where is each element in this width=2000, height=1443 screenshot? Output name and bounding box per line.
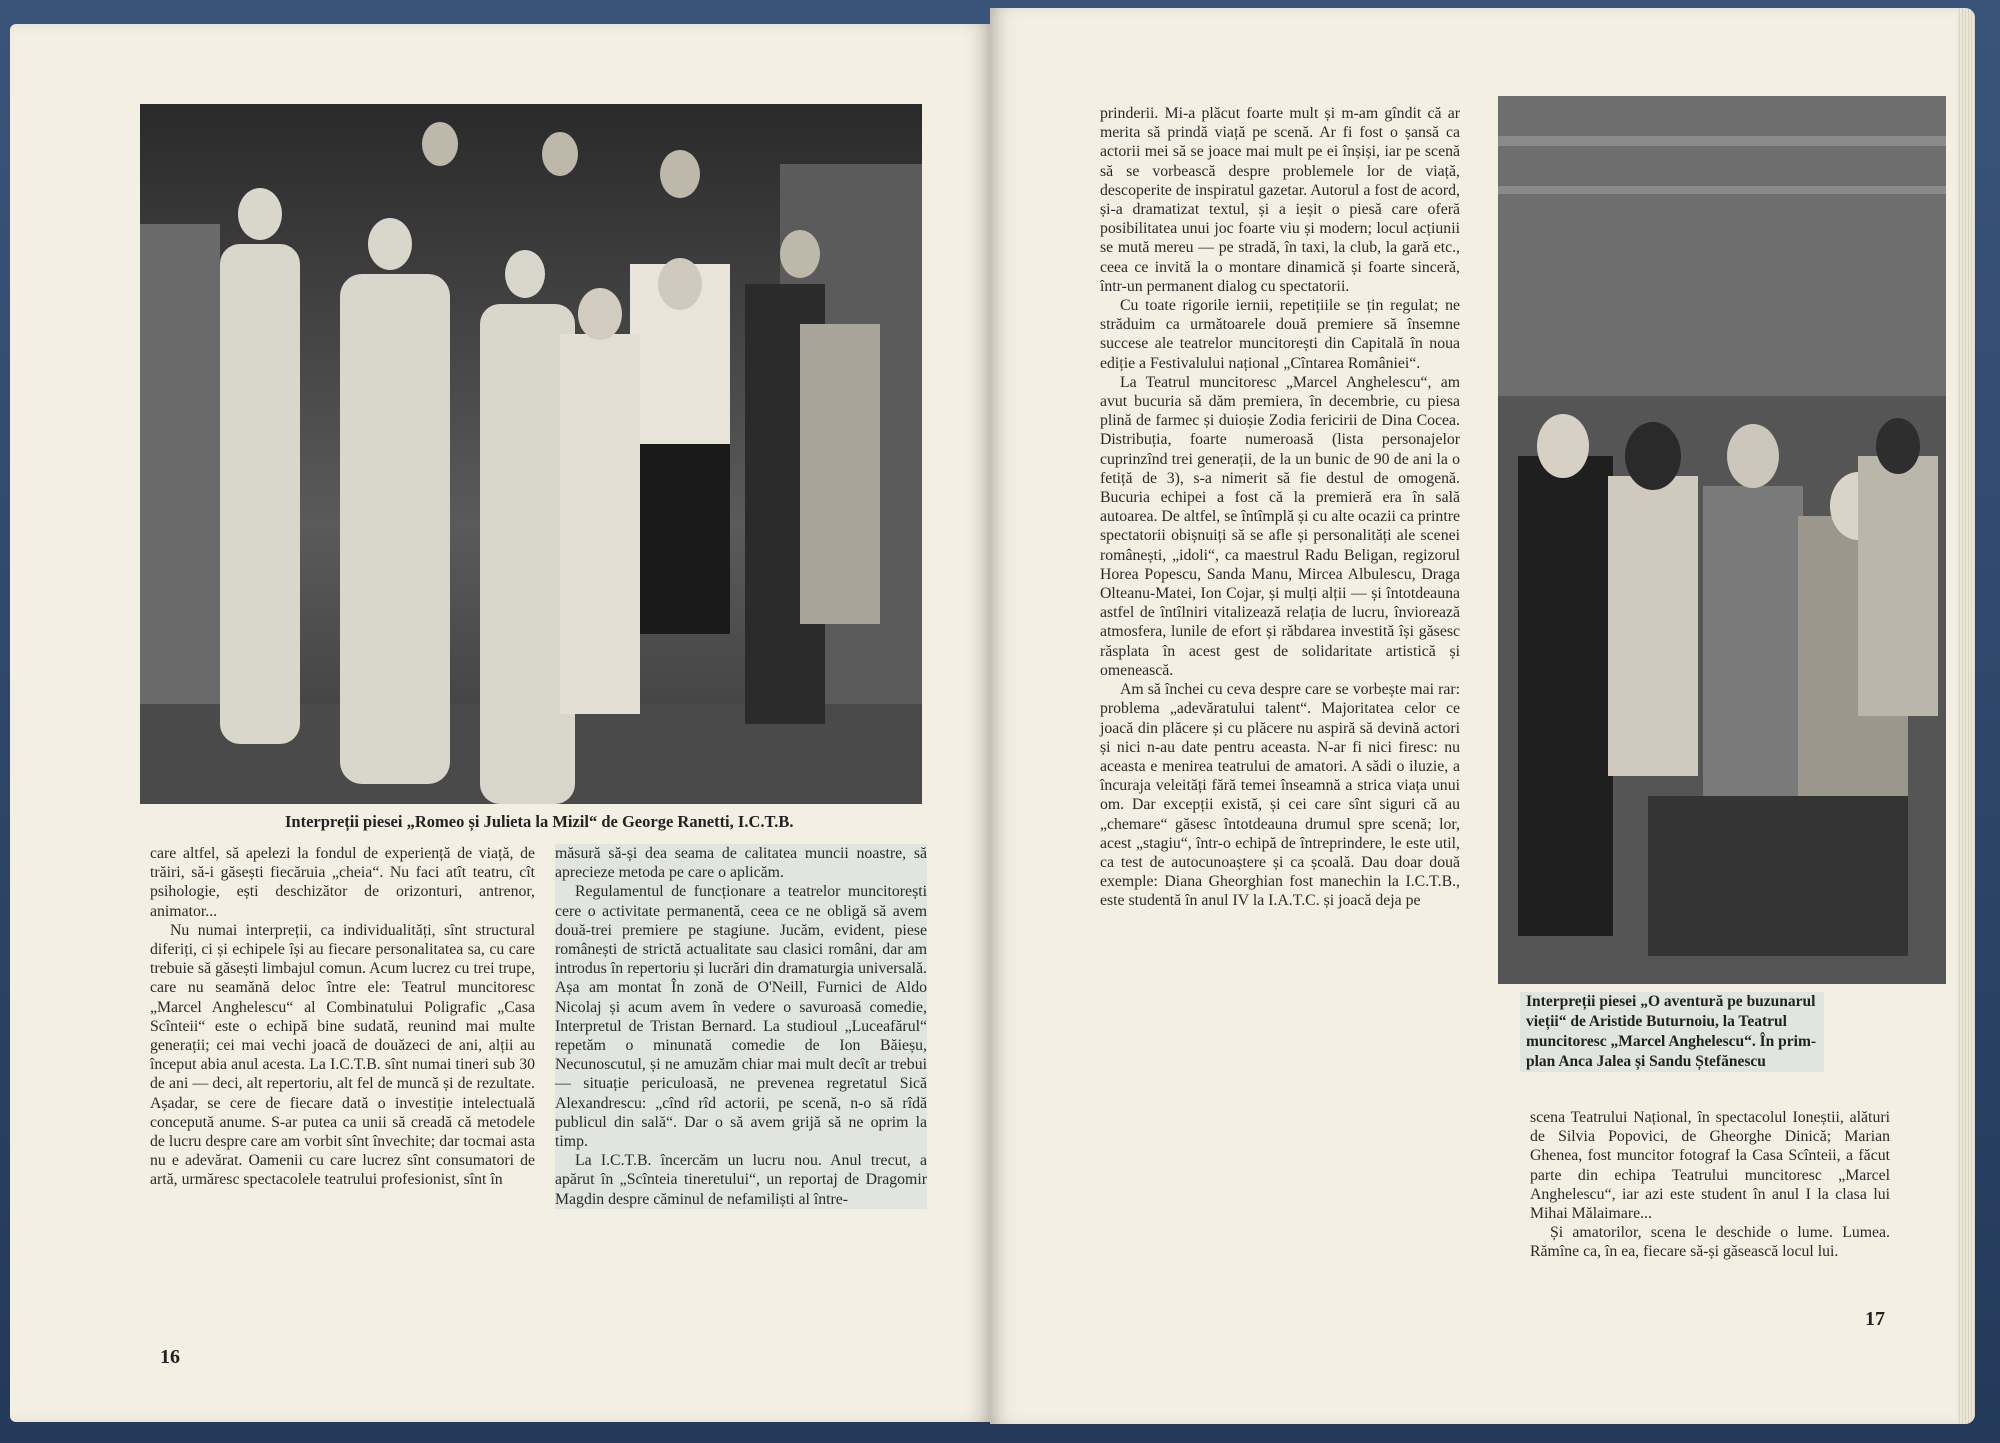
paragraph: Și amatorilor, scena le deschide o lume. Lumea. Rămîne ca, în ea, fiecare să-și găsească locul lui.: [1530, 1224, 1890, 1261]
page-number-right: 17: [1865, 1308, 1885, 1330]
paragraph: Regulamentul de funcționare a teatrelor muncitorești cere o activitate permanentă, ceea ce ne obligă să avem două-trei premiere pe stagiune. Jucăm, evident, piese românești de strictă actualitate sau clasici români, dar am introdus în repertoriu și lucrări din dramaturgia universală. Așa am montat În zonă de O'Neill, Furnici de Aldo Nicolaj și acum avem în vedere o savuroasă comedie, Interpretul de Tristan Bernard. La studioul „Luceafărul“ repetăm o minunată comedie de Ion Băieșu, Necunoscutul, și ne amuzăm chiar mai mult decît ar trebui — situație periculoasă, ne prevenea regretatul Sică Alexandrescu: „cînd rîd actorii, pe scenă, n-o să rîdă publicul din sală“. Dar o să avem grijă să ne oprim la timp.: [555, 883, 927, 1151]
left-page: [10, 24, 990, 1422]
paragraph: La Teatrul muncitoresc „Marcel Anghelescu“, am avut bucuria să dăm premiera, în decembrie, cu piesa plină de farmec și duioșie Zodia fericirii de Dina Cocea. Distribuția, foarte numeroasă (lista personajelor cuprinzînd trei generații, de la un bunic de 90 de ani la o fetiță de 3), s-a nimerit să fie destul de omogenă. Bucuria echipei a fost că la premieră era în sală autoarea. De altfel, se întîmplă și cu alte ocazii ca printre spectatorii obișnuiți să se afle și personalități ale scenei românești, „idoli“, ca maestrul Radu Beligan, regizorul Horea Popescu, Sanda Manu, Mircea Albulescu, Draga Olteanu-Matei, Ion Cojar, și mulți alții — și întotdeauna astfel de întîlniri vitalizează relația de lucru, înviorează atmosfera, lunile de efort și răbdarea investită își găsesc răsplata în acest gest de solidaritate artistică și omenească.: [1100, 373, 1460, 679]
left-column-1: [150, 844, 535, 1190]
right-page: [990, 8, 1975, 1424]
photo-romeo-julieta: [140, 104, 922, 804]
photo-caption: Interpreții piesei „O aventură pe buzunarul vieții“ de Aristide Buturnoiu, la Teatrul muncitoresc „Marcel Anghelescu“. În prim-plan Anca Jalea și Sandu Ștefănescu: [1520, 992, 1824, 1072]
paragraph: Cu toate rigorile iernii, repetițiile se țin regulat; ne străduim ca următoarele două premiere să însemne succese ale teatrelor muncitorești din Capitală în noua ediție a Festivalului național „Cîntarea României“.: [1100, 297, 1460, 372]
paragraph: Am să închei cu ceva despre care se vorbește mai rar: problema „adevăratului talent“. Majoritatea celor ce joacă din plăcere și cu plăcere nu aspiră să devină actori și nici n-au date pentru aceasta. N-ar fi nici firesc: nu aceasta e menirea teatrului de amatori. A sădi o iluzie, a încuraja veleități fără temei înseamnă a strica viața unui om. Dar excepții există, și cei care sînt siguri că au „chemare“ găsesc întotdeauna drumul spre scenă; lor, acest „stagiu“, într-o echipă de întreprindere, le este util, ca test de autocunoaștere și ca școală. Dau doar două exemple: Diana Gheorghian fost manechin la I.C.T.B., este studentă în anul IV la I.A.T.C. și joacă deja pe: [1100, 681, 1460, 910]
photo-romeo-julieta-image: [140, 104, 922, 804]
paragraph: prinderii. Mi-a plăcut foarte mult și m-am gîndit că ar merita să prindă viață pe scenă. Ar fi fost o șansă ca actorii mei să se joace mai mult pe ei înșiși, iar pe scenă să se vorbească despre problemele lor de viață, descoperite de inspiratul gazetar. Autorul a fost de acord, și-a dramatizat textul, și a ieșit o piesă care oferă posibilitatea unui joc foarte viu și modern; locul acțiunii se mută mereu — pe stradă, în taxi, la club, la gară etc., ceea ce invită la o montare dinamică și foarte sinceră, într-un permanent dialog cu spectatorii.: [1100, 105, 1460, 295]
paragraph: La I.C.T.B. încercăm un lucru nou. Anul trecut, a apărut în „Scînteia tineretului“, un reportaj de Dragomir Magdin despre căminul de nefamiliști al între-: [555, 1152, 927, 1208]
paragraph: Nu numai interpreții, ca individualități, sînt structural diferiți, ci și echipele își au fiecare personalitatea sa, cu care trebuie să găsești limbajul comun. Acum lucrez cu trei trupe, care nu seamănă deloc între ele: Teatrul muncitoresc „Marcel Anghelescu“ al Combinatului Poligrafic „Casa Scînteii“ este o echipă bine sudată, reunind mai multe generații; cei mai vechi joacă de douăzeci de ani, alții au început abia anul acesta. La I.C.T.B. sînt numai tineri sub 30 de ani — deci, alt repertoriu, alt fel de muncă și de rezultate. Așadar, se cere de fiecare dată o investiție intelectuală concepută anume. S-ar putea ca unii să creadă că metodele de lucru despre care am vorbit sînt învechite; dar tocmai asta nu e adevărat. Oamenii cu care lucrez sînt consumatori de artă, urmăresc spectacolele teatrului profesionist, sînt în: [150, 921, 535, 1189]
photo-aventura: [1498, 96, 1946, 984]
right-column-2: [1530, 1108, 1890, 1262]
photo-caption: Interpreții piesei „Romeo și Julieta la Mizil“ de George Ranetti, I.C.T.B.: [285, 812, 794, 831]
photo-aventura-image: [1498, 96, 1946, 984]
page-number-left: 16: [160, 1346, 180, 1368]
left-column-2: [555, 844, 927, 1209]
paragraph: scena Teatrului Național, în spectacolul Ioneștii, alături de Silvia Popovici, de Gheorghe Dinică; Marian Ghenea, fost muncitor fotograf la Casa Scînteii, a făcut parte din echipa Teatrului muncitoresc „Marcel Anghelescu“, iar azi este student în anul I la clasa lui Mihai Mălaimare...: [1530, 1109, 1890, 1223]
page-edge: [1957, 8, 1975, 1424]
right-column-1: [1100, 104, 1460, 911]
paragraph: măsură să-și dea seama de calitatea muncii noastre, să aprecieze metoda pe care o aplicăm.: [555, 845, 927, 882]
paragraph: care altfel, să apelezi la fondul de experiență de viață, de trăiri, să-i găsești fiecăruia „cheia“. Nu faci atît teatru, cît psihologie, ești deschizător de orizonturi, antrenor, animator...: [150, 845, 535, 920]
